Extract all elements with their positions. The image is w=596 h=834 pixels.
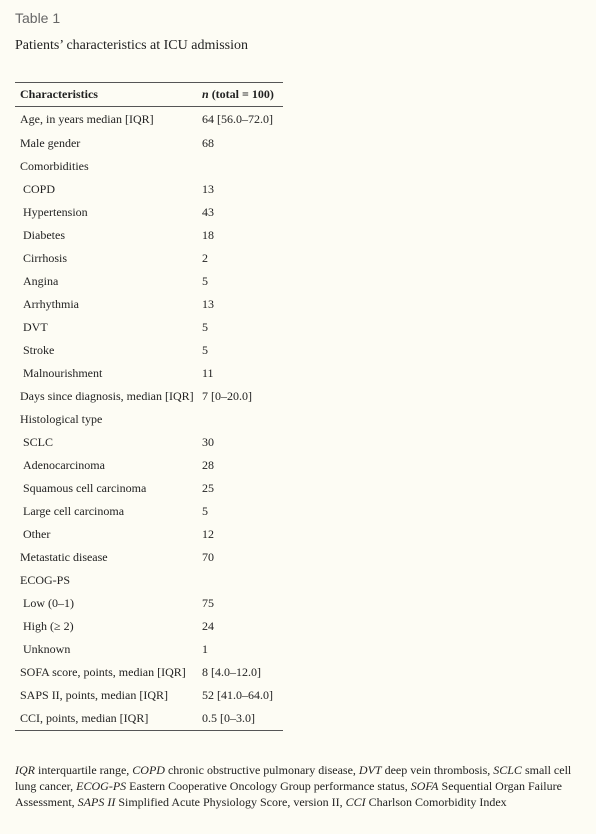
row-value: 8 [4.0–12.0] — [202, 664, 261, 679]
row-characteristic: Angina — [23, 273, 59, 288]
table-row — [15, 339, 283, 362]
table-row — [15, 431, 283, 454]
row-characteristic: Adenocarcinoma — [23, 457, 105, 472]
row-characteristic: ECOG-PS — [20, 572, 71, 587]
row-value: 25 — [202, 480, 214, 495]
header-n-total — [202, 83, 283, 107]
row-value: 5 — [202, 503, 208, 518]
table-row — [15, 569, 283, 592]
row-value — [202, 569, 283, 592]
row-characteristic: COPD — [23, 181, 56, 196]
table-row — [15, 454, 283, 477]
row-value: 18 — [202, 227, 214, 242]
header-n-symbol: n — [202, 87, 209, 101]
header-characteristics: Characteristics — [20, 87, 98, 101]
row-value: 70 — [202, 549, 214, 564]
table-row — [15, 293, 283, 316]
row-value: 5 — [202, 342, 208, 357]
characteristics-table — [15, 82, 283, 731]
footnote-definition: Sequential Organ Failure Assessment, — [15, 779, 562, 809]
table-row — [15, 316, 283, 339]
footnote-abbreviation: SAPS II — [77, 795, 116, 809]
header-n-label: (total = 100) — [208, 87, 274, 101]
row-characteristic: Unknown — [23, 641, 71, 656]
row-value: 13 — [202, 296, 214, 311]
footnote-definition: deep vein thrombosis, — [381, 763, 494, 777]
row-value: 0.5 [0–3.0] — [202, 710, 255, 725]
footnote-definition: Eastern Cooperative Oncology Group performance status, — [126, 779, 411, 793]
row-characteristic: Comorbidities — [20, 158, 89, 173]
table-row — [15, 592, 283, 615]
row-characteristic: SCLC — [23, 434, 54, 449]
footnote-definition: interquartile range, — [35, 763, 133, 777]
table-row — [15, 615, 283, 638]
table-row — [15, 247, 283, 270]
table-footnote — [15, 762, 585, 810]
table-row — [15, 385, 283, 408]
row-characteristic: Diabetes — [23, 227, 65, 242]
row-characteristic: SOFA score, points, median [IQR] — [20, 664, 186, 679]
table-label: Table 1 — [15, 10, 61, 26]
row-characteristic: Metastatic disease — [20, 549, 108, 564]
table-row — [15, 224, 283, 247]
row-characteristic: Stroke — [23, 342, 55, 357]
footnote-abbreviation: CCI — [345, 795, 366, 809]
row-value: 28 — [202, 457, 214, 472]
footnote-abbreviation: SOFA — [410, 779, 439, 793]
table-row — [15, 155, 283, 178]
row-value: 30 — [202, 434, 214, 449]
row-value: 75 — [202, 595, 214, 610]
row-value — [202, 408, 283, 431]
footnote-definition: small cell lung cancer, — [15, 763, 572, 793]
footnote-definition: chronic obstructive pulmonary disease, — [164, 763, 359, 777]
row-characteristic: Squamous cell carcinoma — [23, 480, 147, 495]
row-value: 11 — [202, 365, 214, 380]
row-value: 12 — [202, 526, 214, 541]
row-characteristic: Hypertension — [23, 204, 88, 219]
footnote-abbreviation: SCLC — [493, 763, 522, 777]
row-value: 13 — [202, 181, 214, 196]
table-row — [15, 523, 283, 546]
table-row — [15, 362, 283, 385]
table-row — [15, 661, 283, 684]
footnote-abbreviation: IQR — [15, 763, 35, 777]
row-characteristic: Cirrhosis — [23, 250, 68, 265]
row-characteristic: Low (0–1) — [23, 595, 74, 610]
table-row — [15, 178, 283, 201]
table-row — [15, 132, 283, 155]
row-value: 2 — [202, 250, 208, 265]
row-characteristic: Other — [23, 526, 51, 541]
row-characteristic: Days since diagnosis, median [IQR] — [20, 388, 194, 403]
footnote-abbreviation: ECOG-PS — [76, 779, 127, 793]
row-value: 5 — [202, 273, 208, 288]
row-value: 24 — [202, 618, 214, 633]
table-row — [15, 707, 283, 731]
row-value: 7 [0–20.0] — [202, 388, 252, 403]
table-row — [15, 500, 283, 523]
table-row — [15, 201, 283, 224]
row-characteristic: Histological type — [20, 411, 103, 426]
table-header-row — [15, 83, 283, 107]
table-row — [15, 684, 283, 707]
row-characteristic: Male gender — [20, 135, 81, 150]
footnote-definition: Simplified Acute Physiology Score, version II, — [115, 795, 346, 809]
row-characteristic: CCI, points, median [IQR] — [20, 710, 149, 725]
table-body — [15, 107, 283, 731]
row-value: 43 — [202, 204, 214, 219]
row-value: 64 [56.0–72.0] — [202, 111, 273, 126]
table-row — [15, 477, 283, 500]
footnote-abbreviation: DVT — [358, 763, 382, 777]
row-characteristic: Arrhythmia — [23, 296, 79, 311]
table-row — [15, 107, 283, 132]
row-value — [202, 155, 283, 178]
row-characteristic: Malnourishment — [23, 365, 103, 380]
table-row — [15, 408, 283, 431]
row-value: 52 [41.0–64.0] — [202, 687, 273, 702]
footnote-abbreviation: COPD — [132, 763, 165, 777]
table-caption: Patients’ characteristics at ICU admission — [15, 38, 249, 53]
row-value: 5 — [202, 319, 208, 334]
table-row — [15, 546, 283, 569]
footnote-definition: Charlson Comorbidity Index — [365, 795, 507, 809]
table-row — [15, 638, 283, 661]
row-characteristic: DVT — [23, 319, 48, 334]
table-row — [15, 270, 283, 293]
row-characteristic: SAPS II, points, median [IQR] — [20, 687, 168, 702]
row-value: 1 — [202, 641, 208, 656]
row-characteristic: High (≥ 2) — [23, 618, 74, 633]
row-characteristic: Large cell carcinoma — [23, 503, 125, 518]
row-characteristic: Age, in years median [IQR] — [20, 111, 154, 126]
row-value: 68 — [202, 135, 214, 150]
